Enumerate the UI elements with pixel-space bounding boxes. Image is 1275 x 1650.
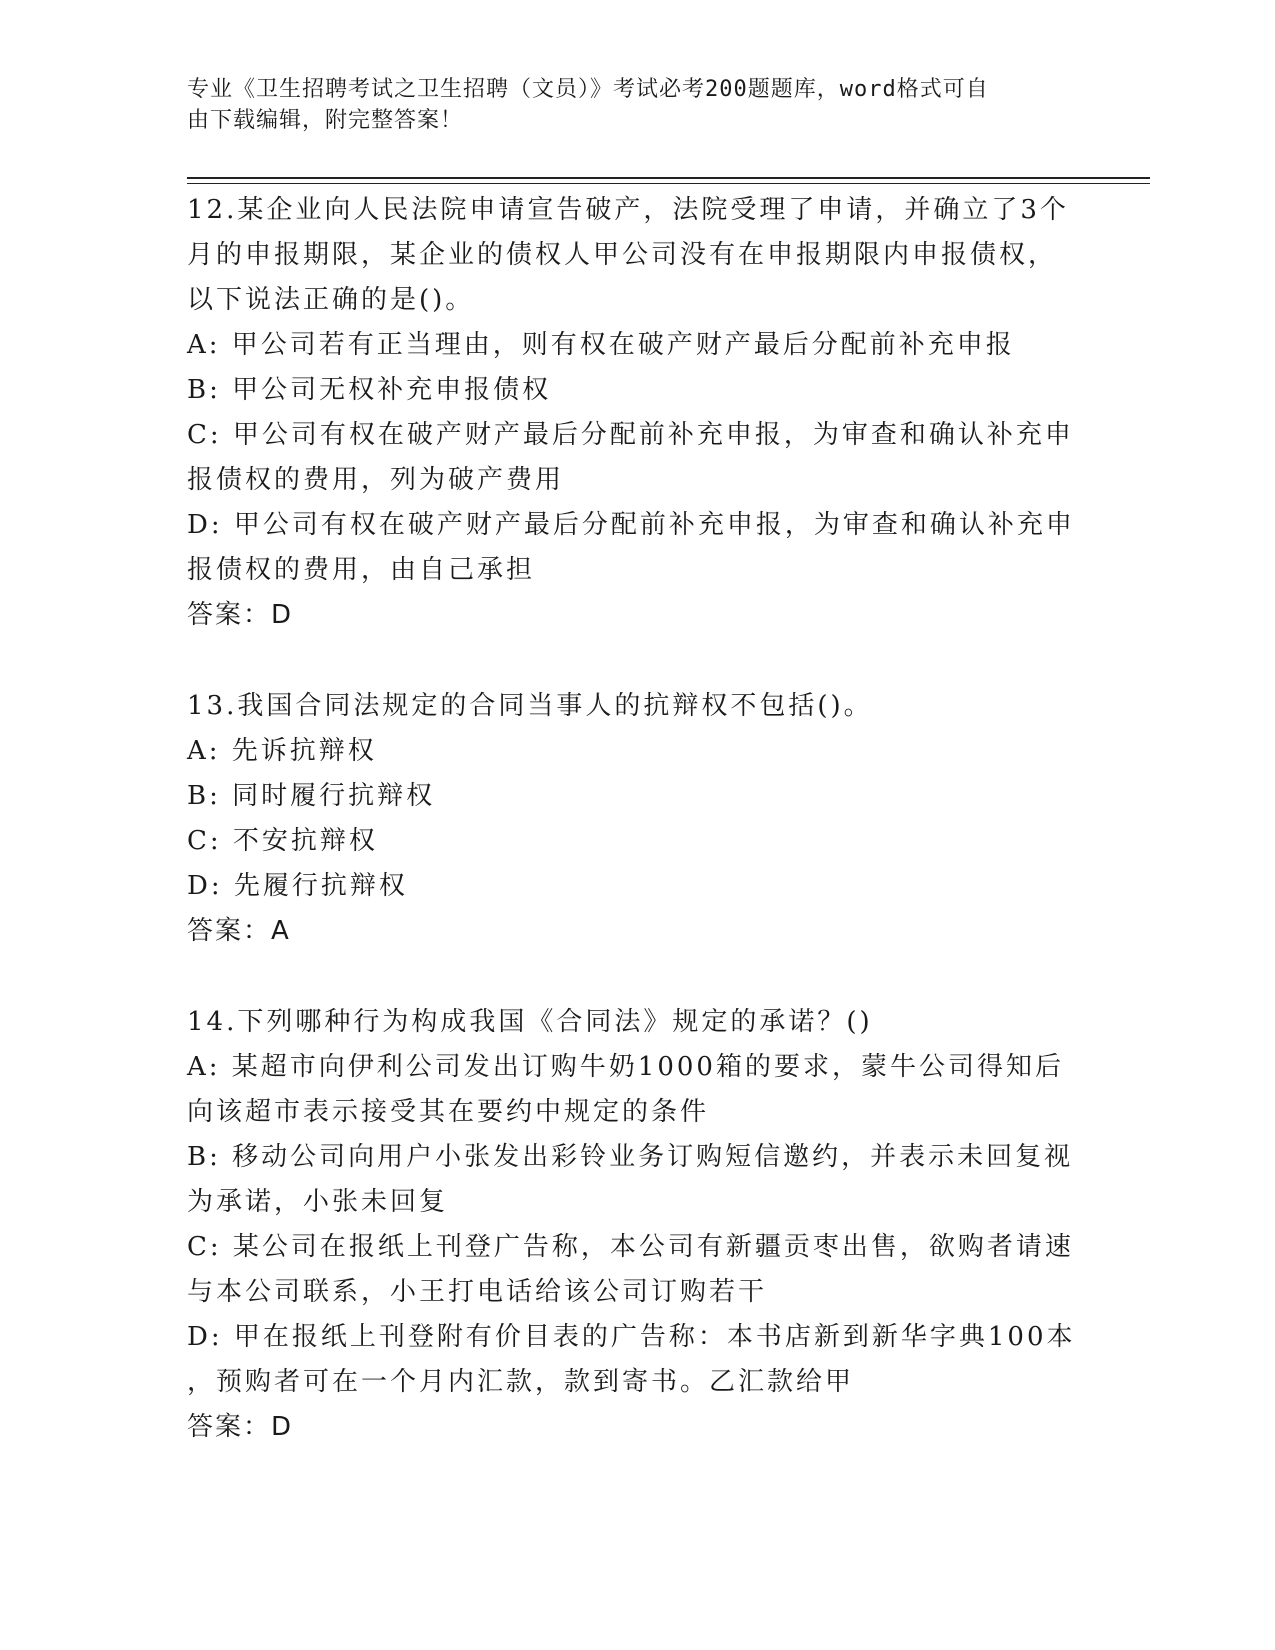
header-rule-thick (187, 177, 1150, 179)
option-c-continued: 报债权的费用，列为破产费用 (187, 465, 565, 495)
option-d-continued: ，预购者可在一个月内汇款，款到寄书。乙汇款给甲 (187, 1367, 855, 1397)
question-14 (187, 1000, 1087, 1450)
header-line-1: 专业《卫生招聘考试之卫生招聘（文员）》考试必考200题题库，word格式可自 (187, 77, 989, 102)
option-d: D: 甲公司有权在破产财产最后分配前补充申报，为审查和确认补充申 (187, 510, 1075, 540)
question-list (187, 188, 1087, 1496)
option-c: C: 甲公司有权在破产财产最后分配前补充申报，为审查和确认补充申 (187, 420, 1074, 450)
header-rule-thin (187, 183, 1150, 184)
option-a: A: 某超市向伊利公司发出订购牛奶1000箱的要求，蒙牛公司得知后 (187, 1052, 1064, 1082)
option-c-continued: 与本公司联系，小王打电话给该公司订购若干 (187, 1277, 768, 1307)
question-stem-line: 14.下列哪种行为构成我国《合同法》规定的承诺？() (187, 1007, 873, 1037)
option-c: C: 不安抗辩权 (187, 826, 378, 856)
document-header (187, 74, 1067, 136)
option-d: D: 先履行抗辩权 (187, 871, 408, 901)
question-13 (187, 684, 1087, 954)
option-a: A: 先诉抗辩权 (187, 736, 377, 766)
option-d-continued: 报债权的费用，由自己承担 (187, 555, 536, 585)
option-b: B: 甲公司无权补充申报债权 (187, 375, 552, 405)
option-b-continued: 为承诺，小张未回复 (187, 1187, 449, 1217)
question-stem-line: 13.我国合同法规定的合同当事人的抗辩权不包括()。 (187, 691, 873, 721)
header-line-2: 由下载编辑，附完整答案！ (187, 108, 464, 133)
question-12 (187, 188, 1087, 638)
option-c: C: 某公司在报纸上刊登广告称，本公司有新疆贡枣出售，欲购者请速 (187, 1232, 1074, 1262)
question-stem-line: 月的申报期限，某企业的债权人甲公司没有在申报期限内申报债权， (187, 240, 1058, 270)
question-stem-line: 以下说法正确的是()。 (187, 285, 475, 315)
option-a-continued: 向该超市表示接受其在要约中规定的条件 (187, 1097, 710, 1127)
option-b: B: 移动公司向用户小张发出彩铃业务订购短信邀约，并表示未回复视 (187, 1142, 1074, 1172)
answer-label: 答案：D (187, 600, 294, 630)
option-b: B: 同时履行抗辩权 (187, 781, 436, 811)
answer-label: 答案：A (187, 916, 291, 946)
question-stem-line: 12.某企业向人民法院申请宣告破产，法院受理了申请，并确立了3个 (187, 195, 1069, 225)
option-a: A: 甲公司若有正当理由，则有权在破产财产最后分配前补充申报 (187, 330, 1015, 360)
option-d: D: 甲在报纸上刊登附有价目表的广告称：本书店新到新华字典100本 (187, 1322, 1076, 1352)
answer-label: 答案：D (187, 1412, 294, 1442)
